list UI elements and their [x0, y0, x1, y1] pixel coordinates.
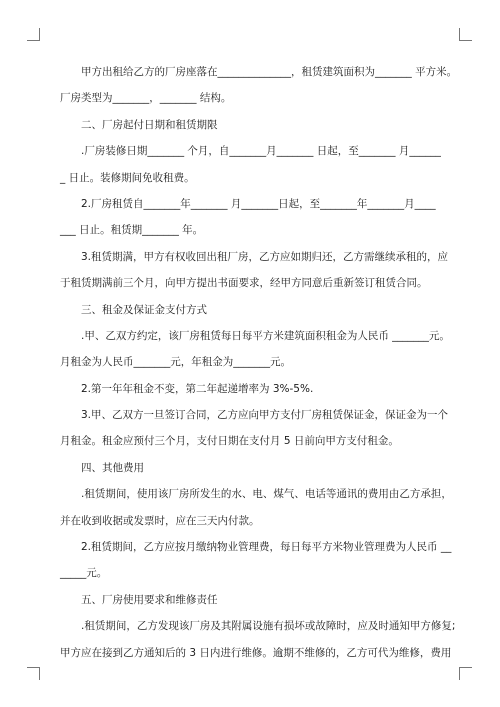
text-line: 于租赁期满前三个月，向甲方提出书面要求，经甲方同意后重新签订租赁合同。	[60, 277, 428, 290]
text-line: ___ 日止。租赁期_______ 年。	[60, 224, 204, 237]
text-line: .厂房装修日期_______ 个月，自_______月_______ 日起，至_______ 月______	[81, 145, 441, 158]
text-line: 四、其他费用	[81, 461, 144, 474]
text-line: 2.厂房租赁自_______年_______ 月_______日起，至_______年_______月____	[81, 197, 436, 210]
crop-mark-top-left	[27, 28, 40, 41]
text-line: 三、租金及保证金支付方式	[81, 303, 207, 316]
text-line: 月租金。租金应预付三个月，支付日期在支付月 5 日前向甲方支付租金。	[60, 435, 399, 448]
text-line: 月租金为人民币_______元，年租金为_______元。	[60, 356, 291, 369]
text-line: 2.第一年年租金不变，第二年起递增率为 3%-5%.	[81, 382, 314, 395]
text-line: .租赁期间，乙方发现该厂房及其附属设施有损坏或故障时，应及时通知甲方修复;	[81, 620, 456, 633]
text-line: _ 日止。装修期间免收租费。	[60, 171, 195, 184]
text-line: 甲方应在接到乙方通知后的 3 日内进行维修。逾期不维修的，乙方可代为维修，费用	[60, 646, 452, 659]
crop-mark-bottom-left	[27, 667, 40, 680]
text-line: 3.甲、乙双方一旦签订合同，乙方应向甲方支付厂房租赁保证金，保证金为一个	[81, 409, 449, 422]
text-line: 并在收到收据或发票时，应在三天内付款。	[60, 514, 260, 527]
text-line: 五、厂房使用要求和维修责任	[81, 593, 218, 606]
text-line: 2.租赁期间，乙方应按月缴纳物业管理费，每日每平方米物业管理费为人民币 __	[81, 541, 452, 554]
crop-mark-top-right	[459, 28, 472, 41]
text-line: _____元。	[60, 567, 108, 580]
text-line: 3.租赁期满，甲方有权收回出租厂房，乙方应如期归还，乙方需继续承租的，应	[81, 250, 449, 263]
text-line: 厂房类型为_______，_______ 结构。	[60, 92, 232, 105]
document-body	[60, 66, 458, 673]
text-line: 甲方出租给乙方的厂房座落在______________，租赁建筑面积为_______ 平方米。	[81, 66, 458, 78]
text-line: .租赁期间，使用该厂房所发生的水、电、煤气、电话等通讯的费用由乙方承担，	[81, 488, 452, 501]
crop-mark-bottom-right	[459, 667, 472, 680]
text-line: .甲、乙双方约定，该厂房租赁每日每平方米建筑面积租金为人民币 _______元。	[81, 329, 450, 342]
text-line: 二、厂房起付日期和租赁期限	[81, 118, 218, 131]
